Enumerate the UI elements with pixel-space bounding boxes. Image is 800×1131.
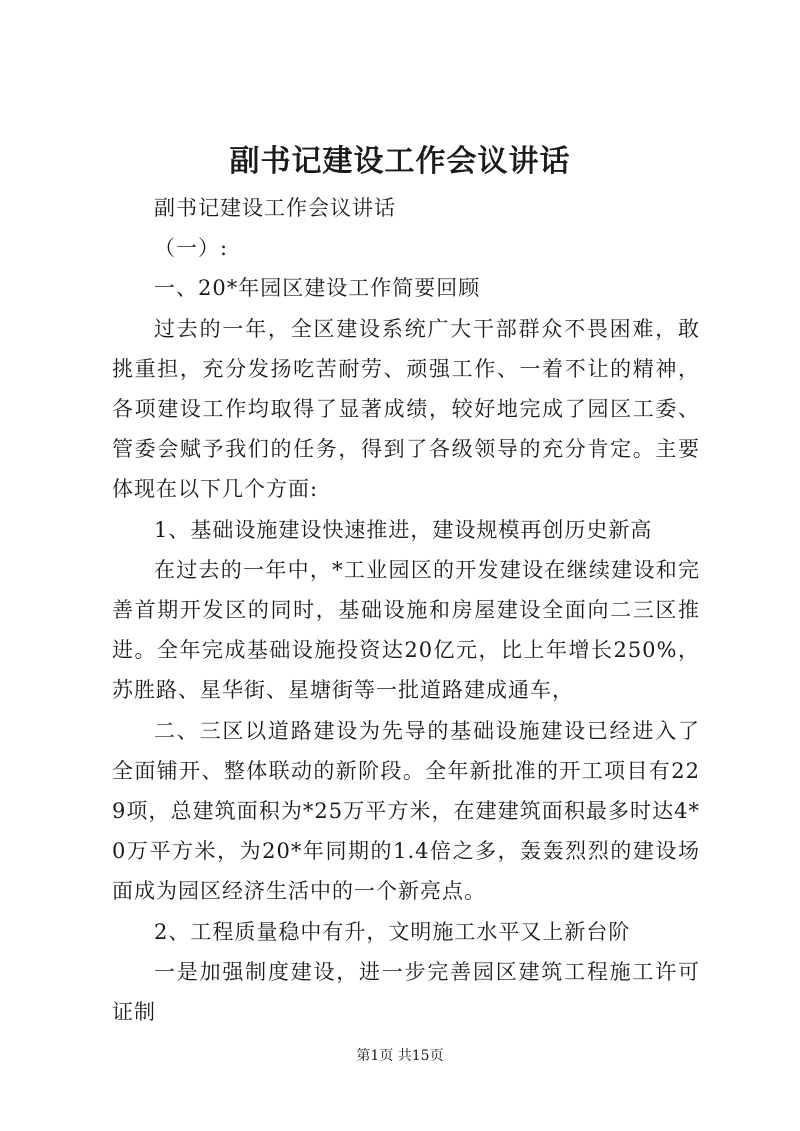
paragraph-intro: 过去的一年，全区建设系统广大干部群众不畏困难，敢挑重担，充分发扬吃苦耐劳、顽强工作、一着不让的精神，各项建设工作均取得了显著成绩，较好地完成了园区工委、管委会赋予我们的任务，得到了各级领导的充分肯定。主要体现在以下几个方面: (112, 316, 700, 502)
paragraph-quality: 一是加强制度建设，进一步完善园区建筑工程施工许可证制 (112, 959, 700, 1025)
page-number-footer: 第1页 共15页 (356, 1048, 444, 1064)
document-body (112, 188, 700, 1032)
paragraph-infrastructure: 在过去的一年中，*工业园区的开发建设在继续建设和完善首期开发区的同时，基础设施和房屋建设全面向二三区推进。全年完成基础设施投资达20亿元，比上年增长250%，苏胜路、星华街、星塘街等一批道路建成通车， (112, 557, 700, 703)
subheading-quality: 2、工程质量稳中有升，文明施工水平又上新台阶 (154, 919, 631, 944)
section-heading-review: 一、20*年园区建设工作简要回顾 (154, 276, 481, 301)
document-title: 副书记建设工作会议讲话 (229, 144, 571, 179)
paragraph-part-one: （一）: (154, 236, 229, 261)
paragraph-subtitle: 副书记建设工作会议讲话 (154, 196, 396, 220)
paragraph-road-construction: 二、三区以道路建设为先导的基础设施建设已经进入了全面铺开、整体联动的新阶段。全年新批准的开工项目有229项，总建筑面积为*25万平方米，在建建筑面积最多时达4*0万平方米，为20*年同期的1.4倍之多，轰轰烈烈的建设场面成为园区经济生活中的一个新亮点。 (112, 718, 700, 904)
subheading-infrastructure: 1、基础设施建设快速推进，建设规模再创历史新高 (154, 517, 653, 542)
